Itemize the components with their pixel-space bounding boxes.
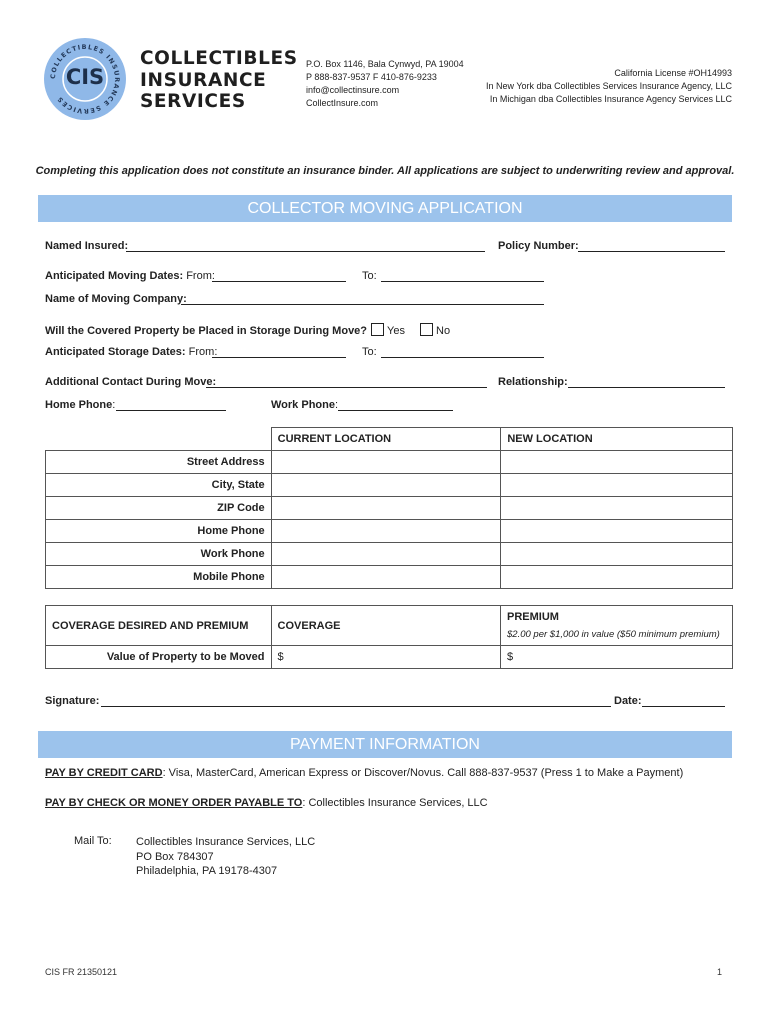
work-phone-label: Work Phone xyxy=(271,399,335,411)
license-new-york: In New York dba Collectibles Services Insurance Agency, LLC xyxy=(486,81,732,91)
location-table xyxy=(45,427,733,589)
pay-by-credit-card-label: PAY BY CREDIT CARD xyxy=(45,767,163,779)
company-logo-seal xyxy=(44,38,126,120)
table-row xyxy=(46,451,733,474)
colon: : xyxy=(334,399,339,411)
dollar-sign: $ xyxy=(277,651,284,663)
credit-card-line xyxy=(45,767,683,779)
wordmark-line: SERVICES xyxy=(140,91,246,112)
moving-to-wrap xyxy=(362,270,377,282)
mailing-address-line: Collectibles Insurance Services, LLC xyxy=(136,836,316,848)
empty-corner-cell xyxy=(46,428,272,451)
current-work-phone-field[interactable] xyxy=(271,543,501,566)
moving-company-field[interactable] xyxy=(181,292,544,305)
additional-contact-label: Additional Contact During Move: xyxy=(45,376,217,388)
signature-field[interactable] xyxy=(101,694,611,707)
moving-to-date-field[interactable] xyxy=(381,269,544,282)
premium-amount-field[interactable] xyxy=(501,646,733,669)
coverage-desired-heading: COVERAGE DESIRED AND PREMIUM xyxy=(46,606,272,646)
row-label-work-phone: Work Phone xyxy=(46,543,272,566)
moving-from-date-field[interactable] xyxy=(212,269,346,282)
named-insured-field[interactable] xyxy=(126,239,485,252)
location-table-header xyxy=(46,428,733,451)
coverage-column-header: COVERAGE xyxy=(271,606,501,646)
row-label-zip-code: ZIP Code xyxy=(46,497,272,520)
moving-to-label: To: xyxy=(362,270,377,282)
wordmark-line: INSURANCE xyxy=(140,69,267,91)
property-value-label: Value of Property to be Moved xyxy=(46,646,272,669)
relationship-field[interactable] xyxy=(568,375,725,388)
new-mobile-phone-field[interactable] xyxy=(501,566,733,589)
row-label-city-state: City, State xyxy=(46,474,272,497)
coverage-table-header xyxy=(46,606,733,646)
storage-from-label: From: xyxy=(188,346,218,358)
logo-initials: CIS xyxy=(65,65,105,89)
work-phone-label-wrap xyxy=(271,399,338,411)
relationship-label: Relationship: xyxy=(498,376,568,388)
date-field[interactable] xyxy=(642,694,725,707)
home-phone-field[interactable] xyxy=(116,398,226,411)
table-row xyxy=(46,520,733,543)
contact-website: CollectInsure.com xyxy=(306,98,379,108)
storage-dates-text: Anticipated Storage Dates: xyxy=(45,346,186,358)
moving-company-label: Name of Moving Company: xyxy=(45,293,187,305)
wordmark-line: COLLECTIBLES xyxy=(140,48,298,69)
mailing-address-line: Philadelphia, PA 19178-4307 xyxy=(136,865,278,877)
license-block xyxy=(486,67,732,106)
current-zip-code-field[interactable] xyxy=(271,497,501,520)
current-mobile-phone-field[interactable] xyxy=(271,566,501,589)
mailing-address xyxy=(136,835,315,879)
policy-number-label: Policy Number: xyxy=(498,240,579,252)
contact-block xyxy=(306,58,464,110)
storage-no-checkbox[interactable] xyxy=(420,323,433,336)
row-label-home-phone: Home Phone xyxy=(46,520,272,543)
storage-yes-label: Yes xyxy=(387,325,405,337)
page-number: 1 xyxy=(716,967,722,977)
new-location-header: NEW LOCATION xyxy=(501,428,733,451)
current-street-address-field[interactable] xyxy=(271,451,501,474)
storage-yes-checkbox[interactable] xyxy=(371,323,384,336)
moving-application-banner: COLLECTOR MOVING APPLICATION xyxy=(38,195,732,222)
storage-to-wrap xyxy=(362,346,377,358)
premium-rate-note: $2.00 per $1,000 in value ($50 minimum premium) xyxy=(507,629,720,640)
date-label: Date: xyxy=(614,695,642,707)
table-row xyxy=(46,497,733,520)
additional-contact-field[interactable] xyxy=(206,375,487,388)
work-phone-field[interactable] xyxy=(338,398,453,411)
storage-to-date-field[interactable] xyxy=(381,345,544,358)
premium-header-cell xyxy=(501,606,733,646)
binder-disclaimer: Completing this application does not constitute an insurance binder. All applications are subject to underwriting review and approval. xyxy=(35,165,735,177)
new-home-phone-field[interactable] xyxy=(501,520,733,543)
storage-question-row xyxy=(45,323,450,337)
credit-card-details: : Visa, MasterCard, American Express or Discover/Novus. Call 888-837-9537 (Press 1 to Make a Payment) xyxy=(162,767,684,779)
row-label-mobile-phone: Mobile Phone xyxy=(46,566,272,589)
check-line xyxy=(45,797,488,809)
storage-no-label: No xyxy=(436,325,451,337)
premium-column-header: PREMIUM xyxy=(507,611,559,623)
coverage-table xyxy=(45,605,733,669)
coverage-amount-field[interactable] xyxy=(271,646,501,669)
new-street-address-field[interactable] xyxy=(501,451,733,474)
contact-phone-fax: P 888-837-9537 F 410-876-9233 xyxy=(306,72,437,82)
table-row xyxy=(46,474,733,497)
home-phone-label-wrap xyxy=(45,399,115,411)
mail-to-label: Mail To: xyxy=(74,835,112,847)
policy-number-field[interactable] xyxy=(578,239,725,252)
signature-label: Signature: xyxy=(45,695,100,707)
storage-question-label: Will the Covered Property be Placed in Storage During Move? xyxy=(45,325,368,337)
storage-to-label: To: xyxy=(362,346,377,358)
form-id: CIS FR 21350121 xyxy=(45,967,118,977)
table-row xyxy=(46,646,733,669)
mailing-address-line: PO Box 784307 xyxy=(136,850,214,863)
current-city-state-field[interactable] xyxy=(271,474,501,497)
moving-dates-label xyxy=(45,270,215,282)
new-zip-code-field[interactable] xyxy=(501,497,733,520)
check-payee: : Collectibles Insurance Services, LLC xyxy=(302,797,488,809)
license-california: California License #OH14993 xyxy=(614,68,732,78)
new-work-phone-field[interactable] xyxy=(501,543,733,566)
payment-information-banner: PAYMENT INFORMATION xyxy=(38,731,732,758)
named-insured-label: Named Insured: xyxy=(45,240,129,252)
current-location-header: CURRENT LOCATION xyxy=(271,428,501,451)
table-row xyxy=(46,566,733,589)
license-michigan: In Michigan dba Collectibles Insurance Agency Services LLC xyxy=(489,94,732,104)
colon: : xyxy=(112,399,116,411)
pay-by-check-label: PAY BY CHECK OR MONEY ORDER PAYABLE TO xyxy=(45,797,303,809)
row-label-street-address: Street Address xyxy=(46,451,272,474)
storage-from-date-field[interactable] xyxy=(212,345,346,358)
logo-ring-text: COLLECTIBLES INSURANCE SERVICES xyxy=(48,42,122,116)
company-name-wordmark xyxy=(140,48,298,113)
new-city-state-field[interactable] xyxy=(501,474,733,497)
storage-dates-label xyxy=(45,346,217,358)
moving-from-label: From: xyxy=(186,270,215,282)
contact-address: P.O. Box 1146, Bala Cynwyd, PA 19004 xyxy=(306,59,464,69)
moving-dates-text: Anticipated Moving Dates: xyxy=(45,270,184,282)
table-row xyxy=(46,543,733,566)
current-home-phone-field[interactable] xyxy=(271,520,501,543)
dollar-sign: $ xyxy=(507,651,514,663)
contact-email: info@collectinsure.com xyxy=(306,85,400,95)
home-phone-label: Home Phone xyxy=(45,399,113,411)
